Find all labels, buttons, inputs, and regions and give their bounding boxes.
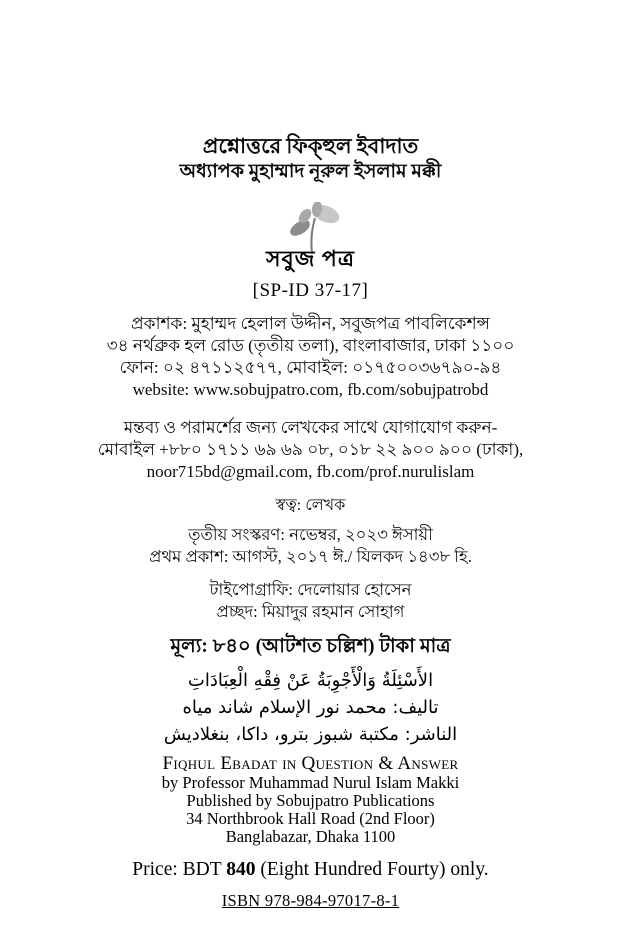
english-address-line1: 34 Northbrook Hall Road (2nd Floor): [186, 808, 435, 828]
price-amount: 840: [226, 858, 256, 880]
sp-id-code: [SP-ID 37-17]: [252, 279, 369, 301]
arabic-publisher-line: الناشر: مكتبة شبوز بترو، داكا، بنغلاديش: [163, 723, 458, 745]
isbn-line: ISBN 978-984-97017-8-1: [221, 890, 400, 910]
edition-block: [0, 524, 621, 568]
book-title-bengali: প্রশ্নোত্তরে ফিক্হুল ইবাদাত: [202, 134, 419, 158]
third-edition-line: তৃতীয় সংস্করণ: নভেম্বর, ২০২৩ ঈসায়ী: [188, 524, 433, 544]
publisher-phone-line: ফোন: ০২ ৪৭১১২৫৭৭, মোবাইল: ০১৭৫০০৩৬৭৯০-৯৪: [119, 357, 502, 377]
english-publisher-line: Published by Sobujpatro Publications: [186, 790, 435, 810]
author-contact-block: [0, 417, 621, 483]
logo-wordmark: সবুজ পত্র: [265, 245, 356, 271]
publisher-info-block: [0, 313, 621, 401]
publisher-logo: [0, 202, 621, 270]
price-suffix: (Eight Hundred Fourty) only.: [255, 858, 489, 880]
arabic-title-block: [0, 667, 621, 748]
credits-block: [0, 579, 621, 623]
publisher-address-line: ৩৪ নর্থব্রুক হল রোড (তৃতীয় তলা), বাংলাবাজার, ঢাকা ১১০০: [106, 335, 515, 355]
copyright-holder-line: স্বত্ব: লেখক: [275, 496, 346, 514]
book-author-bengali: অধ্যাপক মুহাম্মাদ নূরুল ইসলাম মক্কী: [179, 161, 442, 183]
first-publication-line: প্রথম প্রকাশ: আগস্ট, ২০১৭ ঈ./ যিলকদ ১৪৩৮ হি.: [149, 546, 472, 566]
contact-email-line: noor715bd@gmail.com, fb.com/prof.nurulislam: [146, 461, 475, 481]
contact-mobile-line: মোবাইল +৮৮০ ১৭১১ ৬৯ ৬৯ ০৮, ০১৮ ২২ ৯০০ ৯০০ (ঢাকা),: [97, 439, 524, 459]
english-author-line: by Professor Muhammad Nurul Islam Makki: [161, 772, 460, 792]
price-bengali-line: মূল্য: ৮৪০ (আটশত চল্লিশ) টাকা মাত্র: [170, 635, 451, 657]
english-address-line2: Banglabazar, Dhaka 1100: [225, 826, 396, 846]
arabic-book-title: الأَسْئِلَةُ وَالْأَجْوِبَةُ عَنْ فِقْهِ الْعِبَادَاتِ: [187, 669, 434, 691]
english-title-block: [0, 754, 621, 846]
contact-note-line: মন্তব্য ও পরামর্শের জন্য লেখকের সাথে যোগাযোগ করুন-: [123, 417, 498, 437]
cover-design-credit-line: প্রচ্ছদ: মিয়াদুর রহমান সোহাগ: [216, 601, 405, 621]
publisher-name-line: প্রকাশক: মুহাম্মদ হেলাল উদ্দীন, সবুজপত্র পাবলিকেশন্স: [130, 313, 490, 333]
arabic-author-line: تاليف: محمد نور الإسلام شاند مياه: [182, 696, 439, 718]
typography-credit-line: টাইপোগ্রাফি: দেলোয়ার হোসেন: [209, 579, 412, 599]
price-english-line: [0, 859, 621, 881]
publisher-website-line: website: www.sobujpatro.com, fb.com/sobujpatrobd: [132, 379, 489, 399]
price-prefix: Price: BDT: [132, 858, 227, 880]
english-book-title: Fiqhul Ebadat in Question & Answer: [162, 752, 459, 774]
